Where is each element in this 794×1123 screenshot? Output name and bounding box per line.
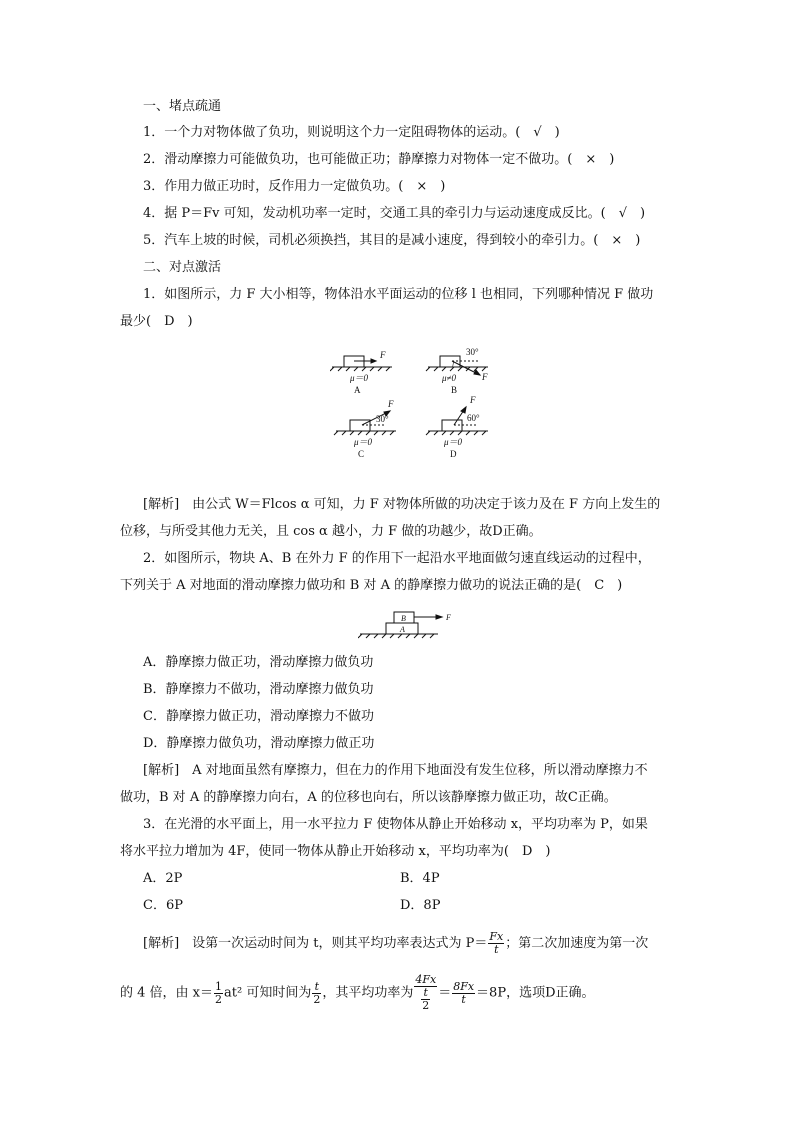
fraction-8Fx-over-t: [452, 981, 475, 1006]
q3-option-d: D．8P: [400, 898, 441, 913]
q2-option-a: A．静摩擦力做正功，滑动摩擦力做负功: [143, 655, 374, 670]
q3-analysis-text-b4: ＝: [438, 985, 452, 1001]
fraction-numerator: 1: [215, 979, 222, 993]
label-option-b: B: [451, 385, 458, 395]
q1-stem-line2: 最少( D ): [120, 314, 193, 329]
label-angle-c: 30°: [376, 414, 389, 424]
label-angle-b: 30°: [466, 347, 479, 357]
section1-title: 一、堵点疏通: [143, 99, 222, 114]
fraction-Fx-over-t: [488, 931, 504, 956]
q3-option-b: B．4P: [400, 871, 440, 886]
judge-item-3: 3．作用力做正功时，反作用力一定做负功。( × ): [143, 179, 446, 194]
fraction-numerator: t: [421, 987, 430, 1000]
label-mu-d: μ＝0: [444, 437, 463, 447]
q2-stem-line2: 下列关于 A 对地面的滑动摩擦力做功和 B 对 A 的静摩擦力做功的说法正确的是( C ): [120, 578, 623, 593]
judge-item-2: 2．滑动摩擦力可能做负功，也可能做正功；静摩擦力对物体一定不做功。( × ): [143, 152, 615, 167]
label-mu-c: μ＝0: [354, 437, 373, 447]
section2-title: 二、对点激活: [143, 260, 222, 275]
fraction-4Fx-over-t-half: [414, 974, 437, 1012]
label-F-a: F: [380, 350, 386, 360]
q3-analysis-line2: [120, 974, 595, 1012]
judge-item-1: 1．一个力对物体做了负功，则说明这个力一定阻碍物体的运动。( √ ): [143, 125, 560, 140]
judge-item-5: 5．汽车上坡的时候，司机必须换挡，其目的是减小速度，得到较小的牵引力。( × ): [143, 233, 641, 248]
q3-option-c: C．6P: [143, 898, 183, 913]
label-l-b: l: [452, 361, 454, 369]
fraction-numerator: 8Fx: [453, 979, 475, 993]
q1-analysis-line1: [解析] 由公式 W＝Flcos α 可知，力 F 对物体所做的功决定于该力及在 F 方向上发生的: [143, 497, 661, 512]
q3-analysis-text-b2: at² 可知时间为: [224, 985, 312, 1001]
fraction-one-half: [214, 981, 223, 1006]
fraction-t-over-2: [312, 981, 321, 1006]
q3-analysis-text-b5: ＝8P，选项D正确。: [476, 985, 595, 1001]
label-mu-a: μ＝0: [350, 373, 369, 383]
q2-option-b: B．静摩擦力不做功，滑动摩擦力做负功: [143, 682, 374, 697]
label-B: B: [401, 614, 406, 623]
q3-option-a: A．2P: [143, 871, 183, 886]
label-A: A: [400, 625, 405, 634]
q3-stem-line1: 3．在光滑的水平面上，用一水平拉力 F 使物体从静止开始移动 x，平均功率为 P，如果: [143, 817, 648, 832]
q2-option-d: D．静摩擦力做负功，滑动摩擦力做正功: [143, 736, 375, 751]
q2-stem-line1: 2．如图所示，物块 A、B 在外力 F 的作用下一起沿水平地面做匀速直线运动的过程中，: [143, 551, 651, 566]
label-F-c: F: [388, 399, 394, 409]
q3-analysis-text-a1: [解析] 设第一次运动时间为 t，则其平均功率表达式为 P＝: [143, 936, 488, 951]
fraction-t-over-2-inner: [421, 987, 430, 1012]
q3-analysis-text-b3: ，其平均功率为: [322, 985, 414, 1001]
fraction-denominator: 2: [422, 999, 430, 1012]
label-angle-d: 60°: [467, 413, 480, 423]
q3-stem-line2: 将水平拉力增加为 4F，使同一物体从静止开始移动 x，平均功率为( D ): [120, 844, 551, 859]
fraction-numerator: Fx: [489, 930, 504, 943]
label-option-a: A: [354, 385, 361, 395]
q1-figure-svg: [330, 345, 510, 460]
q1-analysis-line2: 位移，与所受其他力无关，且 cos α 越小，力 F 做的功越少，故D正确。: [120, 524, 542, 539]
fraction-denominator: t: [461, 992, 466, 1006]
q2-option-c: C．静摩擦力做正功，滑动摩擦力不做功: [143, 709, 374, 724]
hatch: [330, 367, 334, 371]
label-mu-b: μ≠0: [442, 373, 456, 383]
q1-figure: [330, 345, 510, 460]
q1-stem-line1: 1．如图所示，力 F 大小相等，物体沿水平面运动的位移 l 也相同，下列哪种情况 F 做功: [143, 287, 654, 302]
q2-analysis-line2: 做功，B 对 A 的静摩擦力向右，A 的位移也向右，所以该静摩擦力做正功，故C正确。: [120, 790, 617, 805]
q3-analysis-text-b1: 的 4 倍，由 x＝: [120, 985, 213, 1001]
fraction-numerator: 4Fx: [415, 973, 437, 986]
fraction-numerator: t: [312, 981, 321, 994]
q2-figure: [358, 604, 468, 640]
q2-figure-svg: [358, 604, 468, 640]
q3-analysis-line1: [143, 928, 648, 960]
fraction-denominator: t: [494, 943, 499, 956]
fraction-denominator: 2: [313, 992, 321, 1006]
label-option-d: D: [450, 449, 457, 459]
q2-analysis-line1: [解析] A 对地面虽然有摩擦力，但在力的作用下地面没有发生位移，所以滑动摩擦力不: [143, 763, 648, 778]
q3-analysis-text-a2: ；第二次加速度为第一次: [505, 936, 649, 951]
judge-item-4: 4．据 P＝Fv 可知，发动机功率一定时，交通工具的牵引力与运动速度成反比。( √ ): [143, 206, 646, 221]
label-F-d: F: [470, 395, 476, 405]
label-option-c: C: [358, 449, 365, 459]
diagram-b: [426, 356, 488, 375]
fraction-denominator-compound: [414, 987, 437, 1012]
label-F-b: F: [482, 372, 488, 382]
fraction-denominator: 2: [215, 992, 222, 1006]
label-F: F: [446, 613, 451, 622]
